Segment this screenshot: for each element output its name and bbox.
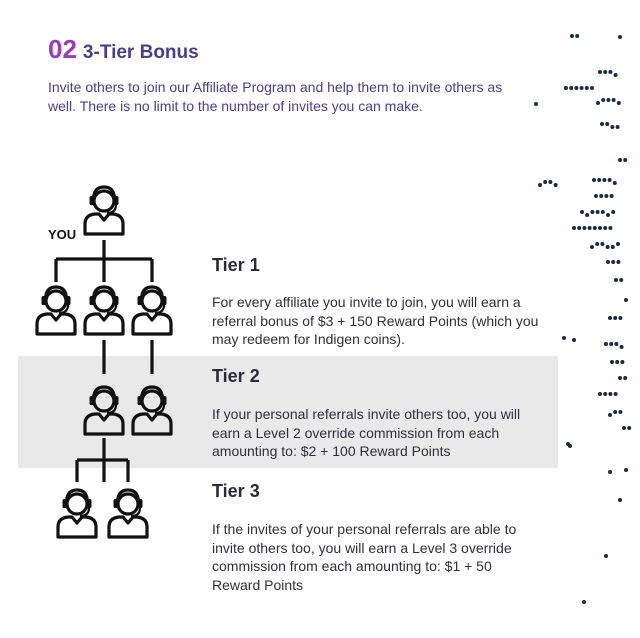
tier-1-block (212, 255, 542, 349)
person-icon-tier1-a (37, 287, 75, 334)
tier-3-title: Tier 3 (212, 481, 260, 501)
person-icon-tier1-c (133, 287, 171, 334)
person-icon-tier3-a (58, 490, 96, 537)
you-label: YOU (48, 227, 77, 242)
person-icon-tier2-b (133, 387, 171, 434)
tier-3-block (212, 481, 542, 594)
connector-lines (56, 240, 152, 482)
person-icon-tier2-a (85, 387, 123, 434)
intro-text: Invite others to join our Affiliate Program and help them to invite others as well. There is no limit to the number of invites you can make. (48, 79, 503, 114)
tier-2-description: If your personal referrals invite others too, you will earn a Level 2 override commission from each amounting to: $2 + 100 Reward Points (212, 406, 521, 459)
person-icon-tier3-b (109, 490, 147, 537)
section-number: 02 (48, 34, 77, 64)
person-icon-you (85, 187, 123, 234)
tier-1-description: For every affiliate you invite to join, you will earn a referral bonus of $3 + 150 Reward Points (which you may redeem for Indigen coins). (212, 294, 539, 347)
tier-2-block (212, 366, 542, 461)
tier-1-title: Tier 1 (212, 255, 260, 275)
person-icon-tier1-b (85, 287, 123, 334)
tier-2-title: Tier 2 (212, 366, 260, 386)
tier-3-description: If the invites of your personal referrals are able to invite others too, you will earn a Level 3 override commission from each amounting to: $1 + 50 Reward Points (212, 521, 517, 593)
section-title: 3-Tier Bonus (82, 42, 199, 63)
